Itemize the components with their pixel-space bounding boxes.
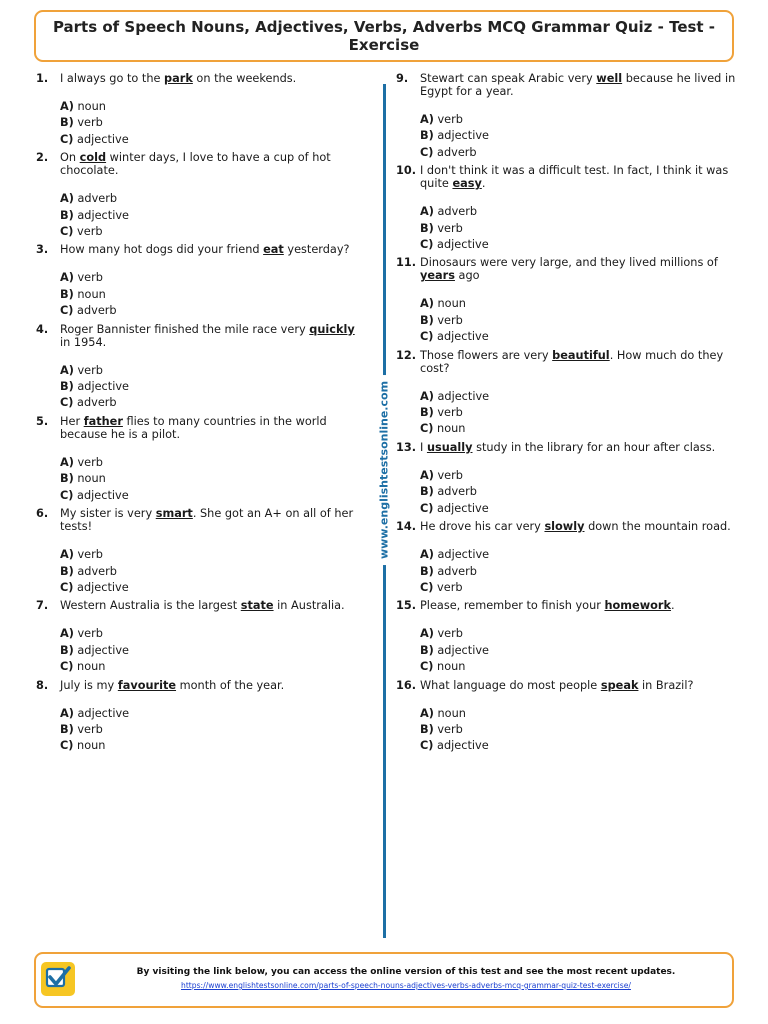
question-text (60, 151, 366, 177)
option-text: verb (433, 722, 463, 736)
option-letter: B) (420, 485, 434, 499)
question-text (420, 256, 741, 282)
answer-option[interactable] (420, 626, 741, 642)
question-text-after: on the weekends. (192, 72, 297, 85)
option-text: verb (73, 116, 103, 130)
option-text: noun (73, 739, 106, 753)
option-text: adjective (433, 330, 489, 344)
option-text: adverb (73, 396, 117, 410)
option-text: adverb (73, 564, 117, 578)
answer-option[interactable] (60, 643, 366, 659)
question-text (420, 164, 741, 190)
title-box (34, 10, 734, 62)
option-text: adjective (73, 132, 129, 146)
watermark: www.englishtestsonline.com (378, 375, 391, 565)
answer-option[interactable] (60, 455, 366, 471)
question-text (420, 520, 741, 533)
option-text: adjective (433, 548, 490, 562)
option-letter: A) (420, 389, 434, 403)
option-text: verb (433, 406, 463, 420)
question-number: 3. (36, 243, 49, 257)
option-text: adverb (433, 564, 477, 578)
answer-option[interactable] (60, 379, 366, 395)
question-keyword: speak (600, 678, 639, 692)
question-text-before: July is my (60, 678, 118, 692)
option-text: noun (73, 472, 106, 486)
page-title: Parts of Speech Nouns, Adjectives, Verbs, Adverbs MCQ Grammar Quiz - Test - Exercise (52, 18, 716, 54)
question-number: 1. (36, 72, 49, 85)
question-text-after: because he lived in Egypt for a year. (420, 72, 736, 98)
option-letter: C) (420, 422, 434, 436)
question-item (396, 679, 741, 755)
option-letter: C) (60, 739, 74, 753)
answer-option[interactable] (60, 208, 366, 224)
option-text: adjective (433, 643, 489, 657)
option-text: verb (73, 627, 103, 641)
option-text: adverb (433, 145, 477, 159)
question-text (60, 507, 366, 533)
question-line (36, 507, 366, 533)
answer-options (60, 455, 366, 504)
question-keyword: cold (79, 151, 107, 165)
question-line (396, 679, 741, 692)
option-text: adjective (433, 501, 489, 515)
question-text-after: . How much do they cost? (420, 348, 724, 375)
option-letter: C) (60, 580, 74, 594)
question-keyword: park (164, 72, 193, 85)
answer-option[interactable] (420, 313, 741, 329)
option-letter: C) (60, 488, 74, 502)
question-line (396, 349, 741, 375)
option-text: verb (433, 313, 463, 327)
option-text: adjective (73, 643, 129, 657)
question-text-after: flies to many countries in the world because he is a pilot. (60, 414, 327, 441)
question-keyword: years (420, 269, 455, 283)
option-letter: B) (420, 722, 434, 736)
question-line (396, 164, 741, 190)
answer-option[interactable] (60, 580, 366, 596)
option-text: noun (73, 660, 106, 674)
answer-options (420, 626, 741, 675)
answer-option[interactable] (420, 112, 741, 128)
answer-option[interactable] (60, 287, 366, 303)
question-text-after: ago (454, 269, 480, 283)
question-text (420, 72, 741, 98)
answer-option[interactable] (60, 395, 366, 411)
question-line (36, 243, 366, 256)
answer-option[interactable] (420, 722, 741, 738)
question-text-after: in Brazil? (638, 678, 694, 692)
option-letter: B) (60, 287, 74, 301)
question-line (396, 441, 741, 454)
answer-options (60, 626, 366, 675)
answer-option[interactable] (60, 722, 366, 738)
question-text (60, 415, 366, 441)
answer-options (420, 296, 741, 345)
answer-option[interactable] (60, 738, 366, 754)
option-text: verb (433, 113, 463, 126)
question-line (36, 415, 366, 441)
answer-option[interactable] (60, 132, 366, 148)
option-letter: A) (60, 455, 74, 469)
option-text: verb (73, 455, 103, 469)
option-letter: B) (420, 564, 434, 578)
answer-option[interactable] (60, 99, 366, 115)
question-text (60, 72, 366, 85)
question-text-after: study in the library for an hour after class. (472, 440, 716, 454)
question-line (36, 72, 366, 85)
answer-option[interactable] (420, 237, 741, 253)
footer-notice: By visiting the link below, you can access the online version of this test and see the most recent updates. (136, 967, 676, 977)
question-text-after: month of the year. (176, 678, 285, 692)
answer-option[interactable] (60, 363, 366, 379)
question-text-before: Her (60, 414, 84, 428)
option-text: adjective (433, 238, 489, 252)
option-text: noun (433, 422, 466, 436)
question-keyword: father (83, 414, 123, 428)
option-letter: B) (420, 643, 434, 657)
question-keyword: state (240, 599, 274, 613)
question-number: 12. (396, 348, 417, 362)
question-keyword: eat (263, 243, 284, 257)
option-letter: C) (420, 330, 434, 344)
option-letter: C) (420, 501, 434, 515)
option-letter: C) (60, 132, 74, 146)
option-text: adjective (433, 389, 490, 403)
answer-option[interactable] (60, 564, 366, 580)
option-letter: C) (60, 396, 74, 410)
option-text: verb (433, 580, 463, 594)
option-text: noun (73, 100, 106, 113)
option-letter: A) (60, 271, 74, 285)
option-letter: A) (420, 468, 434, 482)
option-letter: A) (60, 548, 74, 562)
question-text-before: How many hot dogs did your friend (60, 243, 264, 257)
question-keyword: well (596, 72, 623, 85)
answer-options (420, 112, 741, 161)
answer-option[interactable] (420, 501, 741, 517)
question-item (36, 415, 366, 504)
question-keyword: easy (452, 177, 482, 191)
question-text (420, 349, 741, 375)
question-number: 16. (396, 678, 417, 692)
answer-options (60, 363, 366, 412)
answer-options (60, 270, 366, 319)
answer-option[interactable] (420, 659, 741, 675)
answer-option[interactable] (420, 128, 741, 144)
question-keyword: smart (155, 507, 193, 521)
question-item (396, 164, 741, 253)
answer-options (420, 706, 741, 755)
question-line (36, 599, 366, 612)
question-text-after: in 1954. (60, 335, 107, 349)
answer-options (60, 547, 366, 596)
answer-option[interactable] (420, 389, 741, 405)
question-number: 10. (396, 164, 417, 178)
option-text: verb (73, 722, 103, 736)
question-item (36, 72, 366, 148)
option-text: noun (73, 287, 106, 301)
question-text-before: I (420, 440, 427, 454)
option-letter: A) (420, 548, 434, 562)
option-letter: B) (420, 129, 434, 143)
answer-option[interactable] (420, 421, 741, 437)
question-text (60, 323, 366, 349)
option-letter: A) (420, 706, 434, 720)
answer-options (60, 99, 366, 148)
question-text-before: What language do most people (420, 678, 601, 692)
option-letter: C) (60, 660, 74, 674)
question-text-before: Roger Bannister finished the mile race very (60, 322, 310, 336)
option-text: verb (73, 548, 103, 562)
question-text (420, 679, 741, 692)
option-letter: B) (60, 208, 74, 222)
answer-option[interactable] (420, 468, 741, 484)
question-number: 6. (36, 507, 49, 521)
option-letter: C) (420, 739, 434, 753)
question-line (396, 72, 741, 98)
question-text (420, 599, 741, 612)
option-text: verb (433, 221, 463, 235)
question-item (36, 323, 366, 412)
option-letter: C) (420, 580, 434, 594)
left-question-column (36, 72, 366, 758)
question-line (396, 256, 741, 282)
question-text-before: Western Australia is the largest (60, 599, 241, 613)
answer-option[interactable] (60, 224, 366, 240)
answer-option[interactable] (420, 329, 741, 345)
question-number: 2. (36, 151, 49, 165)
option-text: verb (73, 225, 103, 239)
option-text: verb (433, 468, 463, 482)
option-letter: B) (60, 472, 74, 486)
option-text: adverb (73, 304, 117, 318)
answer-option[interactable] (420, 547, 741, 563)
question-number: 8. (36, 678, 49, 692)
question-item (396, 520, 741, 596)
option-letter: B) (60, 564, 74, 578)
question-text-before: He drove his car very (420, 520, 545, 534)
footer-box (34, 952, 734, 1008)
option-letter: A) (420, 627, 434, 641)
option-letter: B) (420, 406, 434, 420)
option-text: adjective (73, 706, 130, 720)
answer-options (60, 191, 366, 240)
answer-option[interactable] (60, 471, 366, 487)
answer-option[interactable] (420, 145, 741, 161)
question-number: 13. (396, 440, 417, 454)
option-letter: B) (420, 221, 434, 235)
option-letter: A) (420, 205, 434, 219)
question-text-after: winter days, I love to have a cup of hot chocolate. (60, 151, 331, 178)
option-letter: C) (420, 238, 434, 252)
question-line (396, 520, 741, 533)
option-text: noun (433, 660, 466, 674)
question-number: 9. (396, 72, 409, 85)
answer-options (60, 706, 366, 755)
answer-option[interactable] (420, 221, 741, 237)
question-text (60, 243, 366, 256)
question-keyword: usually (426, 440, 473, 454)
question-item (36, 599, 366, 675)
question-text-before: I don't think it was a difficult test. In fact, I think it was quite (420, 164, 729, 191)
answer-options (420, 547, 741, 596)
answer-option[interactable] (60, 547, 366, 563)
option-letter: B) (60, 116, 74, 130)
question-text-before: Those flowers are very (420, 348, 553, 362)
question-text-before: On (60, 151, 80, 165)
answer-option[interactable] (420, 643, 741, 659)
checkmark-icon (41, 962, 75, 996)
option-letter: B) (60, 643, 74, 657)
option-letter: A) (60, 627, 74, 641)
question-text-before: Stewart can speak Arabic very (420, 72, 597, 85)
option-text: noun (433, 706, 466, 720)
question-text (60, 679, 366, 692)
question-keyword: homework (604, 599, 672, 613)
question-text-after: in Australia. (273, 599, 345, 613)
answer-option[interactable] (420, 564, 741, 580)
question-text (60, 599, 366, 612)
answer-option[interactable] (60, 626, 366, 642)
question-keyword: quickly (309, 322, 355, 336)
question-number: 7. (36, 599, 49, 613)
question-number: 5. (36, 414, 49, 428)
option-text: adjective (73, 580, 129, 594)
question-number: 14. (396, 520, 417, 534)
option-text: noun (433, 297, 466, 311)
question-text-before: Please, remember to finish your (420, 599, 605, 613)
question-item (36, 243, 366, 319)
answer-option[interactable] (420, 580, 741, 596)
question-item (36, 151, 366, 240)
option-letter: B) (60, 380, 74, 394)
question-text-after: down the mountain road. (584, 520, 731, 534)
answer-option[interactable] (60, 191, 366, 207)
answer-option[interactable] (60, 115, 366, 131)
answer-option[interactable] (420, 706, 741, 722)
question-item (396, 72, 741, 161)
option-text: verb (73, 271, 103, 285)
question-line (396, 599, 741, 612)
option-letter: C) (420, 145, 434, 159)
question-text-before: Dinosaurs were very large, and they lived millions of (420, 256, 718, 270)
right-question-column (396, 72, 741, 758)
question-item (36, 679, 366, 755)
answer-options (420, 468, 741, 517)
answer-option[interactable] (420, 484, 741, 500)
question-item (36, 507, 366, 596)
answer-option[interactable] (60, 706, 366, 722)
option-text: adverb (433, 205, 478, 219)
option-letter: A) (60, 363, 74, 377)
question-item (396, 599, 741, 675)
option-letter: A) (420, 297, 434, 311)
option-text: adjective (73, 208, 129, 222)
answer-option[interactable] (60, 488, 366, 504)
question-line (36, 323, 366, 349)
question-text-before: My sister is very (60, 507, 156, 521)
question-item (396, 256, 741, 345)
question-line (36, 679, 366, 692)
answer-option[interactable] (420, 738, 741, 754)
question-text-after: . (481, 177, 486, 191)
answer-option[interactable] (60, 303, 366, 319)
question-number: 11. (396, 256, 417, 270)
answer-option[interactable] (420, 405, 741, 421)
answer-options (420, 204, 741, 253)
option-text: verb (433, 627, 463, 641)
option-text: adjective (73, 380, 129, 394)
question-text-after: . (671, 599, 675, 613)
question-keyword: slowly (544, 520, 585, 534)
option-text: adjective (73, 488, 129, 502)
question-item (396, 441, 741, 517)
option-letter: A) (60, 100, 74, 113)
option-text: verb (73, 363, 103, 377)
option-letter: B) (60, 722, 74, 736)
question-number: 4. (36, 322, 49, 336)
answer-option[interactable] (420, 296, 741, 312)
question-number: 15. (396, 599, 417, 613)
option-letter: C) (60, 304, 74, 318)
option-text: adverb (433, 485, 477, 499)
option-letter: C) (420, 660, 434, 674)
question-text-after: yesterday? (283, 243, 350, 257)
question-line (36, 151, 366, 177)
footer-link[interactable]: https://www.englishtestsonline.com/parts-of-speech-nouns-adjectives-verbs-adverbs-mcq-grammar-quiz-test-exercise/ (181, 981, 631, 990)
question-keyword: favourite (117, 678, 177, 692)
option-letter: A) (60, 192, 74, 206)
question-text (420, 441, 741, 454)
question-text-after: . She got an A+ on all of her tests! (60, 507, 354, 534)
option-text: adverb (73, 192, 118, 206)
answer-option[interactable] (60, 270, 366, 286)
answer-options (420, 389, 741, 438)
question-text-before: I always go to the (60, 72, 165, 85)
answer-option[interactable] (60, 659, 366, 675)
question-item (396, 349, 741, 438)
option-text: adjective (433, 739, 489, 753)
option-text: adjective (433, 129, 489, 143)
option-letter: B) (420, 313, 434, 327)
option-letter: A) (60, 706, 74, 720)
option-letter: A) (420, 113, 434, 126)
answer-option[interactable] (420, 204, 741, 220)
question-keyword: beautiful (552, 348, 610, 362)
option-letter: C) (60, 225, 74, 239)
